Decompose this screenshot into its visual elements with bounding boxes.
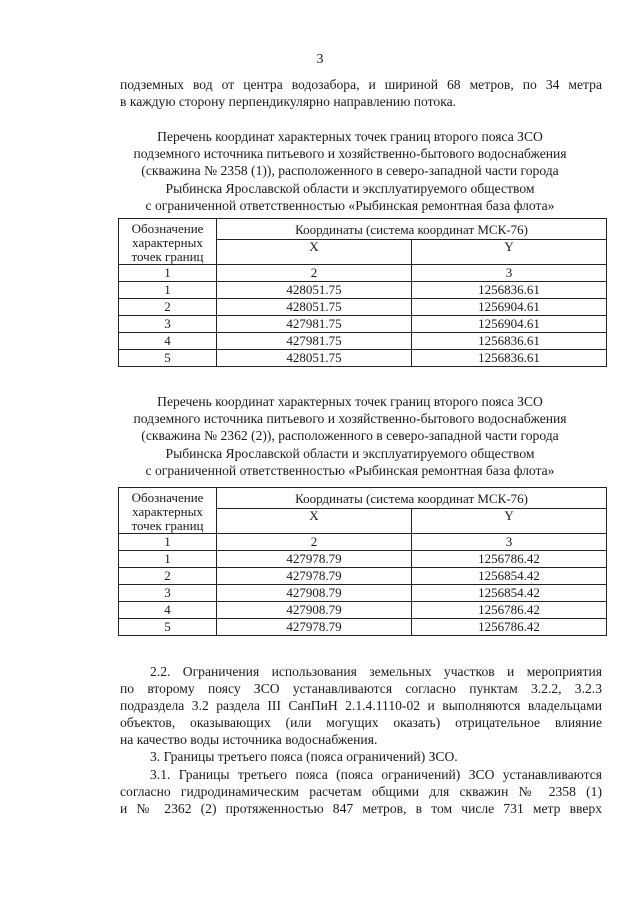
point-cell: 5 <box>119 350 217 367</box>
index-cell: 2 <box>217 534 412 551</box>
y-cell: 1256854.42 <box>412 568 607 585</box>
point-cell: 3 <box>119 585 217 602</box>
section-2-2-line: 2.2. Ограничения использования земельных участков и мероприятия <box>150 664 602 679</box>
index-cell: 1 <box>119 265 217 282</box>
table-row <box>119 619 607 636</box>
x-cell: 428051.75 <box>217 282 412 299</box>
header-line: точек границ <box>131 518 204 533</box>
table-row <box>119 585 607 602</box>
section-3-1-line: согласно гидродинамическим расчетам общими для скважин № 2358 (1) <box>120 784 602 799</box>
point-cell: 4 <box>119 602 217 619</box>
x-header: X <box>217 509 412 534</box>
table-header-row <box>119 488 607 509</box>
table-row <box>119 316 607 333</box>
y-cell: 1256836.61 <box>412 350 607 367</box>
coordinates-header: Координаты (система координат МСК-76) <box>217 488 607 509</box>
table-index-row <box>119 265 607 282</box>
y-cell: 1256836.61 <box>412 333 607 350</box>
table-row <box>119 282 607 299</box>
section-2-2-line: на качество воды источника водоснабжения. <box>120 732 378 747</box>
y-cell: 1256836.61 <box>412 282 607 299</box>
point-cell: 1 <box>119 551 217 568</box>
index-cell: 3 <box>412 534 607 551</box>
x-cell: 427978.79 <box>217 551 412 568</box>
header-line: точек границ <box>131 249 204 264</box>
table-row <box>119 333 607 350</box>
table-index-row <box>119 534 607 551</box>
section-2-2-line: объектов, оказывающих (или могущих оказать) отрицательное влияние <box>120 715 602 730</box>
x-cell: 428051.75 <box>217 299 412 316</box>
list1-heading-line: подземного источника питьевого и хозяйственно-бытового водоснабжения <box>133 146 567 162</box>
list2-heading-line: с ограниченной ответственностью «Рыбинская ремонтная база флота» <box>145 462 555 478</box>
index-cell: 3 <box>412 265 607 282</box>
table-header-row <box>119 219 607 240</box>
table-row <box>119 602 607 619</box>
point-cell: 5 <box>119 619 217 636</box>
intro-line-1: подземных вод от центра водозабора, и шириной 68 метров, по 34 метра <box>120 77 602 92</box>
y-cell: 1256786.42 <box>412 602 607 619</box>
table-row <box>119 568 607 585</box>
point-cell: 2 <box>119 299 217 316</box>
coordinates-header: Координаты (система координат МСК-76) <box>217 219 607 240</box>
list1-heading-line: с ограниченной ответственностью «Рыбинская ремонтная база флота» <box>145 197 555 213</box>
list1-heading-line: Рыбинска Ярославской области и эксплуатируемого обществом <box>165 180 535 196</box>
point-designation-header <box>119 219 217 265</box>
index-cell: 2 <box>217 265 412 282</box>
header-line: характерных <box>132 504 203 519</box>
list2-heading-line: Рыбинска Ярославской области и эксплуатируемого обществом <box>165 445 535 461</box>
x-cell: 427908.79 <box>217 585 412 602</box>
point-cell: 2 <box>119 568 217 585</box>
x-cell: 427908.79 <box>217 602 412 619</box>
section-3-1-line: и № 2362 (2) протяженностью 847 метров, в том числе 731 метр вверх <box>120 801 602 816</box>
section-2-2-line: по второму поясу ЗСО устанавливаются согласно пунктам 3.2.2, 3.2.3 <box>120 681 602 696</box>
x-cell: 427978.79 <box>217 619 412 636</box>
x-cell: 428051.75 <box>217 350 412 367</box>
y-cell: 1256786.42 <box>412 551 607 568</box>
list2-heading <box>110 393 590 479</box>
x-header: X <box>217 240 412 265</box>
point-cell: 3 <box>119 316 217 333</box>
list2-heading-line: Перечень координат характерных точек границ второго пояса ЗСО <box>157 394 543 409</box>
section-3-title: 3. Границы третьего пояса (пояса ограничений) ЗСО. <box>150 749 458 764</box>
point-cell: 4 <box>119 333 217 350</box>
list2-heading-line: (скважина № 2362 (2)), расположенного в северо-западной части города <box>141 428 559 444</box>
section-2-2-line: подраздела 3.2 раздела III СанПиН 2.1.4.1110-02 и выполняются владельцами <box>120 698 602 713</box>
point-cell: 1 <box>119 282 217 299</box>
table-row <box>119 299 607 316</box>
list2-heading-line: подземного источника питьевого и хозяйственно-бытового водоснабжения <box>133 411 567 427</box>
y-cell: 1256904.61 <box>412 299 607 316</box>
header-line: Обозначение <box>131 221 204 236</box>
intro-line-2: в каждую сторону перпендикулярно направлению потока. <box>120 94 457 109</box>
section-3-1-line: 3.1. Границы третьего пояса (пояса ограничений) ЗСО устанавливаются <box>150 767 602 782</box>
list1-heading-line: Перечень координат характерных точек границ второго пояса ЗСО <box>157 129 543 144</box>
point-designation-header <box>119 488 217 534</box>
y-cell: 1256786.42 <box>412 619 607 636</box>
header-line: характерных <box>132 235 203 250</box>
x-cell: 427978.79 <box>217 568 412 585</box>
y-cell: 1256854.42 <box>412 585 607 602</box>
page-number: 3 <box>316 52 324 67</box>
y-header: Y <box>412 509 607 534</box>
header-line: Обозначение <box>131 490 204 505</box>
table-row <box>119 350 607 367</box>
list1-heading <box>110 128 590 214</box>
y-header: Y <box>412 240 607 265</box>
list1-heading-line: (скважина № 2358 (1)), расположенного в северо-западной части города <box>141 163 559 179</box>
x-cell: 427981.75 <box>217 333 412 350</box>
coordinates-table-1 <box>118 218 607 367</box>
x-cell: 427981.75 <box>217 316 412 333</box>
y-cell: 1256904.61 <box>412 316 607 333</box>
table-row <box>119 551 607 568</box>
index-cell: 1 <box>119 534 217 551</box>
coordinates-table-2 <box>118 487 607 636</box>
